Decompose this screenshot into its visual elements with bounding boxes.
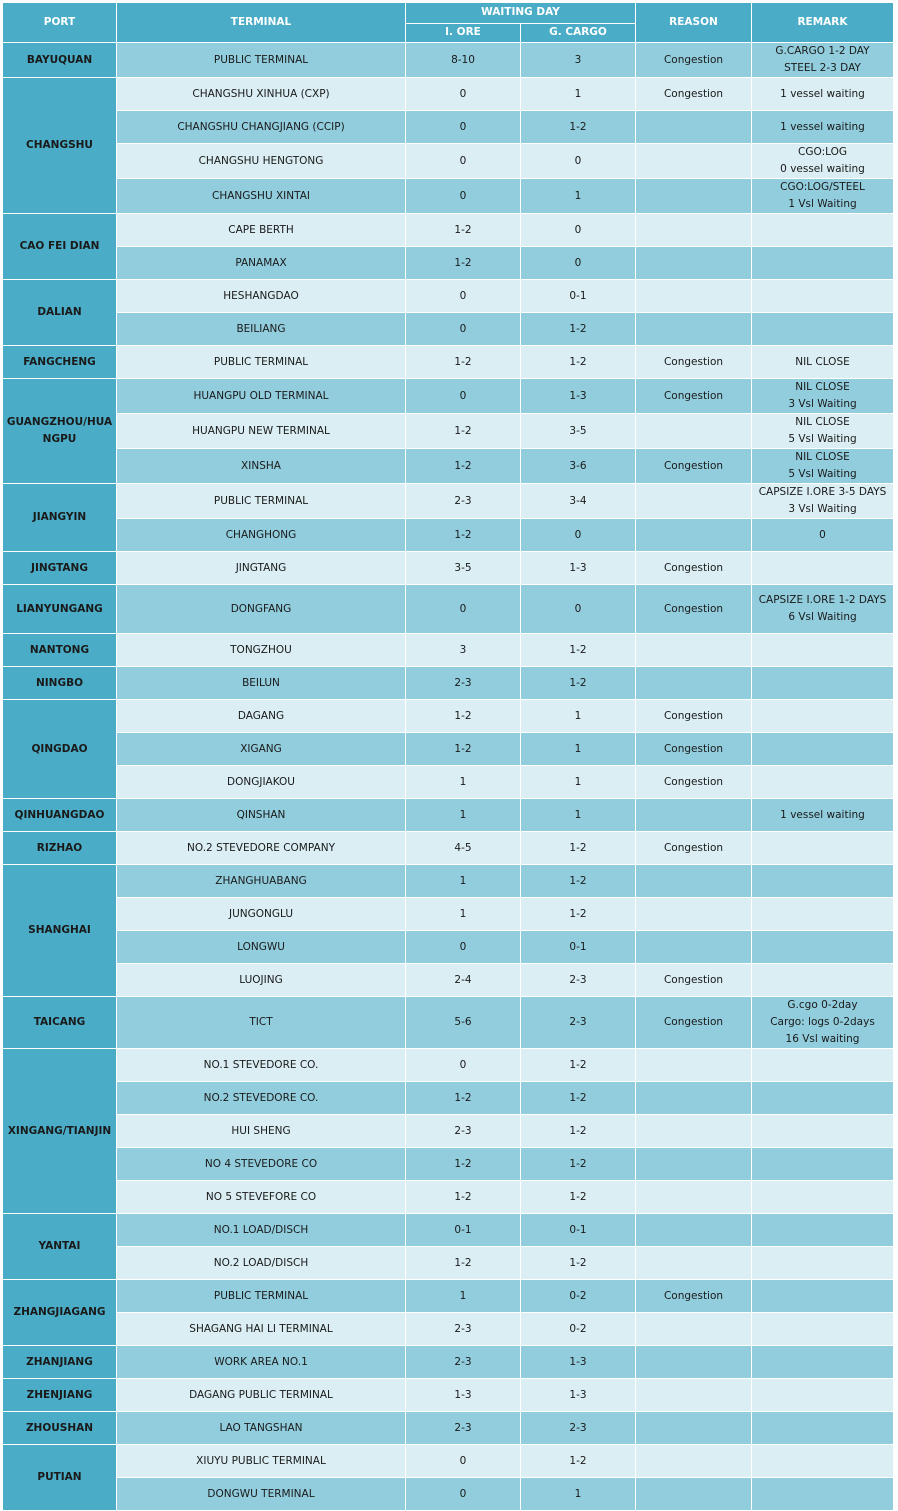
table-row — [3, 585, 894, 634]
port-name-cell: JIANGYIN — [3, 484, 117, 552]
table-row — [3, 414, 894, 449]
cargo-days-cell: 0 — [521, 214, 636, 247]
ore-days-cell: 0 — [406, 313, 521, 346]
ore-days-cell: 1 — [406, 865, 521, 898]
cargo-days-cell: 0 — [521, 585, 636, 634]
terminal-cell: DONGWU TERMINAL — [117, 1478, 406, 1511]
port-name-cell: YANTAI — [3, 1214, 117, 1280]
table-row — [3, 346, 894, 379]
terminal-cell: LONGWU — [117, 931, 406, 964]
terminal-cell: SHAGANG HAI LI TERMINAL — [117, 1313, 406, 1346]
ore-days-cell: 1-2 — [406, 700, 521, 733]
cargo-days-cell: 1-2 — [521, 313, 636, 346]
terminal-cell: XINSHA — [117, 449, 406, 484]
reason-cell — [636, 1346, 752, 1379]
remark-cell: G.cgo 0-2day Cargo: logs 0-2days 16 Vsl waiting — [752, 997, 894, 1049]
table-header — [3, 3, 894, 43]
cargo-days-cell: 1-2 — [521, 1148, 636, 1181]
ore-days-cell: 1 — [406, 1280, 521, 1313]
remark-cell: CGO:LOG/STEEL 1 Vsl Waiting — [752, 179, 894, 214]
table-row — [3, 78, 894, 111]
cargo-days-cell: 2-3 — [521, 964, 636, 997]
table-row — [3, 247, 894, 280]
port-name-cell: LIANYUNGANG — [3, 585, 117, 634]
table-row — [3, 379, 894, 414]
port-name-cell: PUTIAN — [3, 1445, 117, 1511]
cargo-days-cell: 0-2 — [521, 1280, 636, 1313]
cargo-days-cell: 1-2 — [521, 1181, 636, 1214]
table-row — [3, 43, 894, 78]
ore-days-cell: 0 — [406, 1478, 521, 1511]
terminal-cell: PANAMAX — [117, 247, 406, 280]
cargo-days-cell: 0-1 — [521, 931, 636, 964]
table-row — [3, 733, 894, 766]
port-name-cell: CHANGSHU — [3, 78, 117, 214]
reason-cell — [636, 931, 752, 964]
terminal-cell: CHANGHONG — [117, 519, 406, 552]
ore-days-cell: 1-2 — [406, 733, 521, 766]
ore-days-cell: 1-2 — [406, 519, 521, 552]
terminal-cell: PUBLIC TERMINAL — [117, 346, 406, 379]
cargo-days-cell: 3 — [521, 43, 636, 78]
port-name-cell: BAYUQUAN — [3, 43, 117, 78]
terminal-cell: ZHANGHUABANG — [117, 865, 406, 898]
reason-cell — [636, 313, 752, 346]
reason-cell — [636, 1412, 752, 1445]
cargo-days-cell: 2-3 — [521, 997, 636, 1049]
cargo-days-cell: 1-2 — [521, 1115, 636, 1148]
port-name-cell: FANGCHENG — [3, 346, 117, 379]
reason-cell — [636, 1115, 752, 1148]
remark-cell: CAPSIZE I.ORE 1-2 DAYS 6 Vsl Waiting — [752, 585, 894, 634]
reason-cell — [636, 519, 752, 552]
reason-cell — [636, 414, 752, 449]
remark-cell — [752, 1379, 894, 1412]
terminal-cell: BEILIANG — [117, 313, 406, 346]
ore-days-cell: 0 — [406, 931, 521, 964]
remark-cell — [752, 1313, 894, 1346]
remark-cell — [752, 1214, 894, 1247]
port-name-cell: QINGDAO — [3, 700, 117, 799]
terminal-cell: DAGANG — [117, 700, 406, 733]
reason-cell: Congestion — [636, 449, 752, 484]
cargo-days-cell: 1-2 — [521, 898, 636, 931]
cargo-days-cell: 1-2 — [521, 1082, 636, 1115]
table-row — [3, 144, 894, 179]
port-name-cell: DALIAN — [3, 280, 117, 346]
remark-cell — [752, 552, 894, 585]
reason-cell — [636, 1379, 752, 1412]
port-name-cell: NANTONG — [3, 634, 117, 667]
ore-header: I. ORE — [406, 23, 521, 43]
ore-days-cell: 2-3 — [406, 1346, 521, 1379]
reason-header: REASON — [636, 3, 752, 43]
remark-cell — [752, 964, 894, 997]
remark-cell — [752, 1148, 894, 1181]
reason-cell — [636, 1214, 752, 1247]
reason-cell — [636, 865, 752, 898]
cargo-days-cell: 1-2 — [521, 865, 636, 898]
cargo-days-cell: 1 — [521, 1478, 636, 1511]
cargo-days-cell: 1-2 — [521, 634, 636, 667]
reason-cell — [636, 247, 752, 280]
terminal-cell: CHANGSHU CHANGJIANG (CCIP) — [117, 111, 406, 144]
cargo-header: G. CARGO — [521, 23, 636, 43]
reason-cell — [636, 280, 752, 313]
remark-cell: NIL CLOSE — [752, 346, 894, 379]
terminal-cell: HESHANGDAO — [117, 280, 406, 313]
table-row — [3, 1412, 894, 1445]
ore-days-cell: 0 — [406, 111, 521, 144]
reason-cell — [636, 111, 752, 144]
table-row — [3, 214, 894, 247]
table-row — [3, 1181, 894, 1214]
ore-days-cell: 0 — [406, 78, 521, 111]
ore-days-cell: 1 — [406, 898, 521, 931]
remark-cell — [752, 247, 894, 280]
remark-cell — [752, 1478, 894, 1511]
port-name-cell: GUANGZHOU/HUA NGPU — [3, 379, 117, 484]
reason-cell: Congestion — [636, 700, 752, 733]
reason-cell — [636, 179, 752, 214]
table-row — [3, 519, 894, 552]
terminal-cell: JINGTANG — [117, 552, 406, 585]
port-name-cell: JINGTANG — [3, 552, 117, 585]
ore-days-cell: 1-3 — [406, 1379, 521, 1412]
cargo-days-cell: 1-3 — [521, 379, 636, 414]
remark-header: REMARK — [752, 3, 894, 43]
terminal-cell: LUOJING — [117, 964, 406, 997]
terminal-cell: CHANGSHU XINHUA (CXP) — [117, 78, 406, 111]
ore-days-cell: 1-2 — [406, 414, 521, 449]
table-row — [3, 832, 894, 865]
remark-cell — [752, 1445, 894, 1478]
reason-cell: Congestion — [636, 964, 752, 997]
reason-cell: Congestion — [636, 78, 752, 111]
remark-cell — [752, 766, 894, 799]
terminal-cell: TONGZHOU — [117, 634, 406, 667]
reason-cell — [636, 634, 752, 667]
table-row — [3, 667, 894, 700]
cargo-days-cell: 1 — [521, 179, 636, 214]
cargo-days-cell: 2-3 — [521, 1412, 636, 1445]
ore-days-cell: 1 — [406, 799, 521, 832]
ore-days-cell: 0 — [406, 280, 521, 313]
table-row — [3, 280, 894, 313]
table-row — [3, 484, 894, 519]
ore-days-cell: 2-3 — [406, 1313, 521, 1346]
port-name-cell: ZHENJIANG — [3, 1379, 117, 1412]
cargo-days-cell: 1 — [521, 766, 636, 799]
remark-cell: 1 vessel waiting — [752, 111, 894, 144]
cargo-days-cell: 1-2 — [521, 667, 636, 700]
table-row — [3, 700, 894, 733]
reason-cell — [636, 144, 752, 179]
terminal-cell: PUBLIC TERMINAL — [117, 1280, 406, 1313]
remark-cell — [752, 1049, 894, 1082]
ore-days-cell: 0-1 — [406, 1214, 521, 1247]
remark-cell: NIL CLOSE 5 Vsl Waiting — [752, 449, 894, 484]
ore-days-cell: 1-2 — [406, 1148, 521, 1181]
cargo-days-cell: 1-2 — [521, 346, 636, 379]
remark-cell — [752, 1082, 894, 1115]
port-name-cell: ZHANJIANG — [3, 1346, 117, 1379]
cargo-days-cell: 1 — [521, 799, 636, 832]
ore-days-cell: 0 — [406, 585, 521, 634]
table-row — [3, 1346, 894, 1379]
terminal-cell: PUBLIC TERMINAL — [117, 484, 406, 519]
waiting-day-header: WAITING DAY — [406, 3, 636, 24]
reason-cell — [636, 1445, 752, 1478]
table-row — [3, 1445, 894, 1478]
ore-days-cell: 2-4 — [406, 964, 521, 997]
ore-days-cell: 2-3 — [406, 484, 521, 519]
terminal-cell: NO 5 STEVEFORE CO — [117, 1181, 406, 1214]
terminal-cell: HUANGPU OLD TERMINAL — [117, 379, 406, 414]
remark-cell — [752, 667, 894, 700]
reason-cell — [636, 1247, 752, 1280]
remark-cell: 1 vessel waiting — [752, 799, 894, 832]
table-row — [3, 964, 894, 997]
table-row — [3, 931, 894, 964]
reason-cell — [636, 898, 752, 931]
reason-cell — [636, 1313, 752, 1346]
reason-cell — [636, 1148, 752, 1181]
terminal-cell: JUNGONGLU — [117, 898, 406, 931]
cargo-days-cell: 0 — [521, 144, 636, 179]
ore-days-cell: 0 — [406, 1445, 521, 1478]
table-row — [3, 1214, 894, 1247]
reason-cell — [636, 484, 752, 519]
ore-days-cell: 0 — [406, 379, 521, 414]
terminal-cell: XIUYU PUBLIC TERMINAL — [117, 1445, 406, 1478]
remark-cell — [752, 1412, 894, 1445]
terminal-cell: NO.1 STEVEDORE CO. — [117, 1049, 406, 1082]
ore-days-cell: 3 — [406, 634, 521, 667]
port-waiting-table — [2, 2, 894, 1511]
table-row — [3, 1115, 894, 1148]
remark-cell — [752, 280, 894, 313]
reason-cell: Congestion — [636, 766, 752, 799]
port-name-cell: QINHUANGDAO — [3, 799, 117, 832]
terminal-cell: NO 4 STEVEDORE CO — [117, 1148, 406, 1181]
reason-cell — [636, 1478, 752, 1511]
remark-cell — [752, 865, 894, 898]
cargo-days-cell: 1 — [521, 700, 636, 733]
table-row — [3, 898, 894, 931]
table-row — [3, 1247, 894, 1280]
table-row — [3, 1148, 894, 1181]
terminal-cell: LAO TANGSHAN — [117, 1412, 406, 1445]
cargo-days-cell: 0-1 — [521, 280, 636, 313]
ore-days-cell: 8-10 — [406, 43, 521, 78]
reason-cell: Congestion — [636, 552, 752, 585]
port-name-cell: XINGANG/TIANJIN — [3, 1049, 117, 1214]
ore-days-cell: 2-3 — [406, 1412, 521, 1445]
cargo-days-cell: 0 — [521, 519, 636, 552]
cargo-days-cell: 1 — [521, 78, 636, 111]
port-name-cell: TAICANG — [3, 997, 117, 1049]
terminal-cell: WORK AREA NO.1 — [117, 1346, 406, 1379]
cargo-days-cell: 0 — [521, 247, 636, 280]
terminal-cell: NO.2 LOAD/DISCH — [117, 1247, 406, 1280]
cargo-days-cell: 1-2 — [521, 1247, 636, 1280]
ore-days-cell: 1-2 — [406, 1181, 521, 1214]
port-name-cell: NINGBO — [3, 667, 117, 700]
reason-cell — [636, 214, 752, 247]
port-name-cell: CAO FEI DIAN — [3, 214, 117, 280]
reason-cell — [636, 1082, 752, 1115]
ore-days-cell: 1-2 — [406, 247, 521, 280]
remark-cell: G.CARGO 1-2 DAY STEEL 2-3 DAY — [752, 43, 894, 78]
cargo-days-cell: 3-6 — [521, 449, 636, 484]
ore-days-cell: 4-5 — [406, 832, 521, 865]
ore-days-cell: 2-3 — [406, 1115, 521, 1148]
cargo-days-cell: 1-2 — [521, 1049, 636, 1082]
terminal-cell: NO.2 STEVEDORE CO. — [117, 1082, 406, 1115]
terminal-cell: DAGANG PUBLIC TERMINAL — [117, 1379, 406, 1412]
remark-cell: CAPSIZE I.ORE 3-5 DAYS 3 Vsl Waiting — [752, 484, 894, 519]
cargo-days-cell: 1-2 — [521, 1445, 636, 1478]
terminal-cell: HUI SHENG — [117, 1115, 406, 1148]
table-row — [3, 766, 894, 799]
cargo-days-cell: 1-2 — [521, 832, 636, 865]
table-row — [3, 552, 894, 585]
remark-cell — [752, 832, 894, 865]
port-name-cell: ZHOUSHAN — [3, 1412, 117, 1445]
remark-cell — [752, 931, 894, 964]
remark-cell — [752, 733, 894, 766]
remark-cell — [752, 1280, 894, 1313]
terminal-cell: CAPE BERTH — [117, 214, 406, 247]
remark-cell — [752, 634, 894, 667]
terminal-header: TERMINAL — [117, 3, 406, 43]
remark-cell — [752, 898, 894, 931]
table-row — [3, 449, 894, 484]
terminal-cell: HUANGPU NEW TERMINAL — [117, 414, 406, 449]
table-row — [3, 1049, 894, 1082]
terminal-cell: TICT — [117, 997, 406, 1049]
cargo-days-cell: 0-2 — [521, 1313, 636, 1346]
cargo-days-cell: 1 — [521, 733, 636, 766]
table-row — [3, 111, 894, 144]
table-row — [3, 1478, 894, 1511]
reason-cell: Congestion — [636, 997, 752, 1049]
cargo-days-cell: 3-5 — [521, 414, 636, 449]
table-row — [3, 634, 894, 667]
table-row — [3, 865, 894, 898]
remark-cell — [752, 214, 894, 247]
table-row — [3, 1313, 894, 1346]
reason-cell — [636, 667, 752, 700]
reason-cell: Congestion — [636, 43, 752, 78]
cargo-days-cell: 1-3 — [521, 1346, 636, 1379]
terminal-cell: DONGFANG — [117, 585, 406, 634]
remark-cell — [752, 700, 894, 733]
terminal-cell: QINSHAN — [117, 799, 406, 832]
ore-days-cell: 1-2 — [406, 449, 521, 484]
terminal-cell: CHANGSHU HENGTONG — [117, 144, 406, 179]
ore-days-cell: 1-2 — [406, 1082, 521, 1115]
cargo-days-cell: 1-3 — [521, 552, 636, 585]
cargo-days-cell: 1-2 — [521, 111, 636, 144]
ore-days-cell: 1-2 — [406, 1247, 521, 1280]
terminal-cell: NO.1 LOAD/DISCH — [117, 1214, 406, 1247]
table-row — [3, 1280, 894, 1313]
reason-cell: Congestion — [636, 379, 752, 414]
reason-cell: Congestion — [636, 733, 752, 766]
reason-cell — [636, 1181, 752, 1214]
terminal-cell: BEILUN — [117, 667, 406, 700]
ore-days-cell: 1-2 — [406, 214, 521, 247]
table-row — [3, 799, 894, 832]
reason-cell — [636, 1049, 752, 1082]
ore-days-cell: 0 — [406, 179, 521, 214]
port-header: PORT — [3, 3, 117, 43]
remark-cell: NIL CLOSE 3 Vsl Waiting — [752, 379, 894, 414]
port-name-cell: ZHANGJIAGANG — [3, 1280, 117, 1346]
terminal-cell: PUBLIC TERMINAL — [117, 43, 406, 78]
ore-days-cell: 3-5 — [406, 552, 521, 585]
terminal-cell: XIGANG — [117, 733, 406, 766]
ore-days-cell: 1-2 — [406, 346, 521, 379]
reason-cell: Congestion — [636, 346, 752, 379]
ore-days-cell: 0 — [406, 1049, 521, 1082]
remark-cell — [752, 1115, 894, 1148]
reason-cell: Congestion — [636, 585, 752, 634]
cargo-days-cell: 0-1 — [521, 1214, 636, 1247]
terminal-cell: DONGJIAKOU — [117, 766, 406, 799]
remark-cell: 0 — [752, 519, 894, 552]
ore-days-cell: 1 — [406, 766, 521, 799]
remark-cell: CGO:LOG 0 vessel waiting — [752, 144, 894, 179]
remark-cell — [752, 1346, 894, 1379]
remark-cell: NIL CLOSE 5 Vsl Waiting — [752, 414, 894, 449]
terminal-cell: CHANGSHU XINTAI — [117, 179, 406, 214]
remark-cell — [752, 1181, 894, 1214]
terminal-cell: NO.2 STEVEDORE COMPANY — [117, 832, 406, 865]
table-body — [3, 43, 894, 1511]
port-name-cell: SHANGHAI — [3, 865, 117, 997]
reason-cell: Congestion — [636, 832, 752, 865]
ore-days-cell: 0 — [406, 144, 521, 179]
table-row — [3, 1082, 894, 1115]
table-row — [3, 1379, 894, 1412]
ore-days-cell: 2-3 — [406, 667, 521, 700]
table-row — [3, 313, 894, 346]
remark-cell — [752, 1247, 894, 1280]
table-row — [3, 997, 894, 1049]
table-row — [3, 179, 894, 214]
reason-cell: Congestion — [636, 1280, 752, 1313]
reason-cell — [636, 799, 752, 832]
cargo-days-cell: 1-3 — [521, 1379, 636, 1412]
remark-cell: 1 vessel waiting — [752, 78, 894, 111]
ore-days-cell: 5-6 — [406, 997, 521, 1049]
remark-cell — [752, 313, 894, 346]
cargo-days-cell: 3-4 — [521, 484, 636, 519]
port-name-cell: RIZHAO — [3, 832, 117, 865]
